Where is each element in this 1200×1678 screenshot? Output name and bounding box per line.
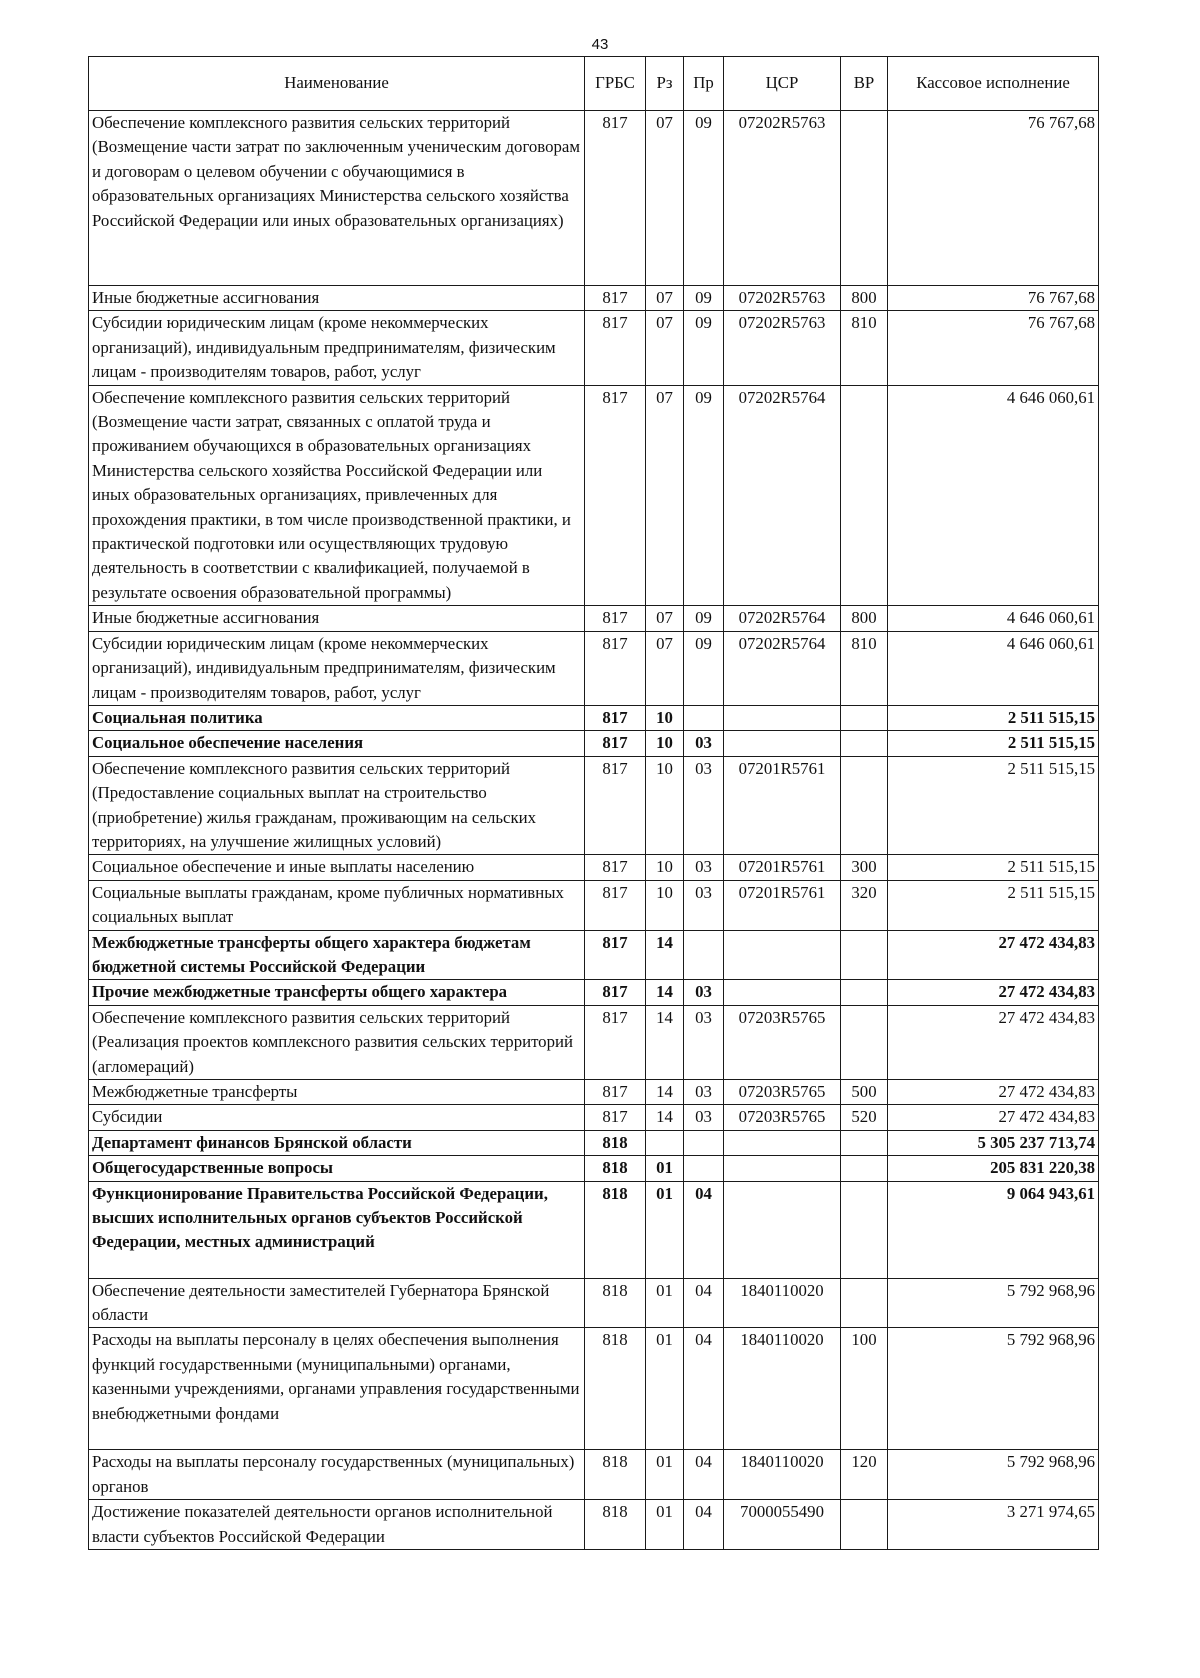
table-header-row [89,57,1099,111]
table-row [89,1181,1099,1278]
cell-vr [841,111,888,286]
cell-name: Обеспечение комплексного развития сельских территорий (Предоставление социальных выплат на строительство (приобретение) жилья гражданам, проживающим на сельских территориях, на улучшение жилищных условий) [89,756,585,855]
cell-rz: 01 [646,1500,684,1550]
cell-name: Функционирование Правительства Российской Федерации, высших исполнительных органов субъектов Российской Федерации, местных администраций [89,1181,585,1278]
cell-csr: 07203R5765 [724,1105,841,1130]
cell-grbs: 817 [585,980,646,1005]
cell-grbs: 818 [585,1328,646,1450]
cell-rz [646,1130,684,1155]
cell-grbs: 817 [585,880,646,930]
cell-grbs: 817 [585,1080,646,1105]
cell-rz: 07 [646,286,684,311]
cell-rz: 10 [646,731,684,756]
cell-amount: 2 511 515,15 [888,756,1099,855]
cell-rz: 14 [646,1005,684,1079]
cell-amount: 27 472 434,83 [888,930,1099,980]
cell-csr: 07202R5764 [724,385,841,606]
cell-pr: 04 [684,1278,724,1328]
cell-amount: 5 792 968,96 [888,1450,1099,1500]
cell-pr: 09 [684,311,724,385]
cell-name: Общегосударственные вопросы [89,1156,585,1181]
cell-csr: 07202R5763 [724,111,841,286]
table-row [89,1500,1099,1550]
cell-amount: 2 511 515,15 [888,731,1099,756]
table-row [89,705,1099,730]
cell-name: Социальные выплаты гражданам, кроме публичных нормативных социальных выплат [89,880,585,930]
table-row [89,1130,1099,1155]
cell-grbs: 817 [585,1105,646,1130]
cell-name: Межбюджетные трансферты общего характера бюджетам бюджетной системы Российской Федерации [89,930,585,980]
cell-csr [724,930,841,980]
cell-grbs: 817 [585,286,646,311]
cell-grbs: 818 [585,1450,646,1500]
cell-amount: 4 646 060,61 [888,606,1099,631]
cell-vr [841,1500,888,1550]
cell-pr: 09 [684,286,724,311]
cell-vr [841,930,888,980]
budget-execution-table [88,56,1099,1550]
cell-amount: 27 472 434,83 [888,1105,1099,1130]
cell-name: Обеспечение комплексного развития сельских территорий (Реализация проектов комплексного развития сельских территорий (агломераций) [89,1005,585,1079]
cell-rz: 01 [646,1328,684,1450]
cell-pr: 04 [684,1328,724,1450]
cell-pr: 09 [684,606,724,631]
table-row [89,631,1099,705]
table-row [89,1005,1099,1079]
table-row [89,1278,1099,1328]
cell-name: Социальная политика [89,705,585,730]
cell-vr: 120 [841,1450,888,1500]
cell-rz: 10 [646,756,684,855]
cell-pr: 03 [684,756,724,855]
header-vr: ВР [841,57,888,111]
cell-vr: 810 [841,311,888,385]
table-row [89,756,1099,855]
cell-name: Обеспечение комплексного развития сельских территорий (Возмещение части затрат по заключенным ученическим договорам и договорам о целевом обучении с обучающимися в образовательных организациях Министерства сельского хозяйства Российской Федерации или иных образовательных организациях) [89,111,585,286]
table-row [89,311,1099,385]
cell-csr [724,705,841,730]
cell-pr: 04 [684,1181,724,1278]
cell-name: Иные бюджетные ассигнования [89,286,585,311]
cell-pr: 09 [684,385,724,606]
cell-pr [684,705,724,730]
cell-vr [841,705,888,730]
cell-rz: 14 [646,980,684,1005]
cell-amount: 27 472 434,83 [888,1080,1099,1105]
table-row [89,731,1099,756]
table-row [89,980,1099,1005]
cell-vr [841,1005,888,1079]
cell-vr: 100 [841,1328,888,1450]
table-row [89,1156,1099,1181]
cell-csr [724,980,841,1005]
header-csr: ЦСР [724,57,841,111]
table-row [89,880,1099,930]
cell-grbs: 818 [585,1500,646,1550]
cell-csr: 07201R5761 [724,756,841,855]
cell-name: Обеспечение деятельности заместителей Губернатора Брянской области [89,1278,585,1328]
cell-csr: 1840110020 [724,1328,841,1450]
header-grbs: ГРБС [585,57,646,111]
table-row [89,385,1099,606]
table-row [89,855,1099,880]
cell-vr: 520 [841,1105,888,1130]
cell-rz: 01 [646,1181,684,1278]
cell-amount: 5 305 237 713,74 [888,1130,1099,1155]
header-pr: Пр [684,57,724,111]
cell-amount: 205 831 220,38 [888,1156,1099,1181]
cell-amount: 9 064 943,61 [888,1181,1099,1278]
cell-pr: 03 [684,1105,724,1130]
cell-amount: 2 511 515,15 [888,880,1099,930]
cell-vr [841,756,888,855]
cell-csr: 7000055490 [724,1500,841,1550]
table-row [89,286,1099,311]
cell-grbs: 817 [585,930,646,980]
cell-pr: 03 [684,731,724,756]
cell-amount: 2 511 515,15 [888,705,1099,730]
cell-vr: 320 [841,880,888,930]
cell-vr [841,1181,888,1278]
cell-vr: 300 [841,855,888,880]
cell-csr: 1840110020 [724,1450,841,1500]
cell-pr: 04 [684,1500,724,1550]
cell-pr: 03 [684,1080,724,1105]
table-row [89,1080,1099,1105]
cell-vr [841,385,888,606]
cell-name: Обеспечение комплексного развития сельских территорий (Возмещение части затрат, связанных с оплатой труда и проживанием обучающихся в образовательных организациях Министерства сельского хозяйства Российской Федерации или иных образовательных организациях, привлеченных для прохождения практики, в том числе производственной практики, и практической подготовки или осуществляющих трудовую деятельность в соответствии с квалификацией, получаемой в результате освоения образовательной программы) [89,385,585,606]
cell-csr [724,1156,841,1181]
cell-csr: 07202R5763 [724,311,841,385]
cell-grbs: 817 [585,631,646,705]
cell-amount: 5 792 968,96 [888,1278,1099,1328]
table-row [89,1105,1099,1130]
cell-grbs: 818 [585,1278,646,1328]
table-row [89,1450,1099,1500]
cell-csr [724,1130,841,1155]
cell-csr [724,731,841,756]
cell-csr: 07202R5764 [724,631,841,705]
cell-amount: 2 511 515,15 [888,855,1099,880]
cell-csr: 07203R5765 [724,1005,841,1079]
cell-rz: 01 [646,1156,684,1181]
cell-grbs: 817 [585,705,646,730]
page-number: 43 [591,36,609,53]
cell-rz: 10 [646,705,684,730]
cell-csr: 1840110020 [724,1278,841,1328]
cell-name: Межбюджетные трансферты [89,1080,585,1105]
cell-csr [724,1181,841,1278]
cell-rz: 07 [646,631,684,705]
table-row [89,606,1099,631]
cell-name: Прочие межбюджетные трансферты общего характера [89,980,585,1005]
cell-amount: 76 767,68 [888,311,1099,385]
cell-vr: 800 [841,286,888,311]
cell-vr [841,1130,888,1155]
cell-grbs: 817 [585,1005,646,1079]
cell-grbs: 817 [585,606,646,631]
cell-rz: 01 [646,1278,684,1328]
cell-vr [841,1156,888,1181]
cell-name: Департамент финансов Брянской области [89,1130,585,1155]
cell-grbs: 817 [585,111,646,286]
cell-vr [841,1278,888,1328]
header-rz: Рз [646,57,684,111]
cell-rz: 14 [646,930,684,980]
cell-grbs: 818 [585,1130,646,1155]
cell-amount: 5 792 968,96 [888,1328,1099,1450]
table-row [89,1328,1099,1450]
cell-pr [684,1156,724,1181]
cell-amount: 27 472 434,83 [888,980,1099,1005]
cell-name: Социальное обеспечение населения [89,731,585,756]
cell-grbs: 817 [585,311,646,385]
cell-grbs: 817 [585,731,646,756]
cell-amount: 4 646 060,61 [888,631,1099,705]
cell-rz: 01 [646,1450,684,1500]
cell-name: Расходы на выплаты персоналу в целях обеспечения выполнения функций государственными (муниципальными) органами, казенными учреждениями, органами управления государственными внебюджетными фондами [89,1328,585,1450]
cell-rz: 07 [646,311,684,385]
cell-vr [841,731,888,756]
cell-amount: 27 472 434,83 [888,1005,1099,1079]
cell-vr: 810 [841,631,888,705]
cell-rz: 07 [646,606,684,631]
cell-grbs: 818 [585,1156,646,1181]
cell-csr: 07203R5765 [724,1080,841,1105]
cell-name: Расходы на выплаты персоналу государственных (муниципальных) органов [89,1450,585,1500]
cell-pr: 03 [684,1005,724,1079]
cell-rz: 07 [646,385,684,606]
cell-grbs: 818 [585,1181,646,1278]
table-row [89,930,1099,980]
cell-grbs: 817 [585,756,646,855]
cell-name: Достижение показателей деятельности органов исполнительной власти субъектов Российской Федерации [89,1500,585,1550]
cell-name: Субсидии [89,1105,585,1130]
cell-rz: 14 [646,1080,684,1105]
cell-pr [684,1130,724,1155]
cell-csr: 07202R5763 [724,286,841,311]
cell-pr: 09 [684,631,724,705]
cell-pr: 03 [684,980,724,1005]
cell-grbs: 817 [585,385,646,606]
cell-rz: 10 [646,880,684,930]
cell-vr [841,980,888,1005]
cell-pr: 03 [684,880,724,930]
cell-csr: 07201R5761 [724,880,841,930]
cell-amount: 3 271 974,65 [888,1500,1099,1550]
cell-amount: 4 646 060,61 [888,385,1099,606]
cell-vr: 500 [841,1080,888,1105]
cell-pr: 03 [684,855,724,880]
cell-name: Иные бюджетные ассигнования [89,606,585,631]
cell-name: Субсидии юридическим лицам (кроме некоммерческих организаций), индивидуальным предпринимателям, физическим лицам - производителям товаров, работ, услуг [89,311,585,385]
cell-rz: 10 [646,855,684,880]
cell-name: Субсидии юридическим лицам (кроме некоммерческих организаций), индивидуальным предпринимателям, физическим лицам - производителям товаров, работ, услуг [89,631,585,705]
cell-csr: 07201R5761 [724,855,841,880]
cell-pr: 09 [684,111,724,286]
cell-rz: 14 [646,1105,684,1130]
cell-pr: 04 [684,1450,724,1500]
cell-amount: 76 767,68 [888,286,1099,311]
table-row [89,111,1099,286]
cell-pr [684,930,724,980]
cell-rz: 07 [646,111,684,286]
cell-vr: 800 [841,606,888,631]
cell-csr: 07202R5764 [724,606,841,631]
cell-amount: 76 767,68 [888,111,1099,286]
header-amount: Кассовое исполнение [888,57,1099,111]
cell-grbs: 817 [585,855,646,880]
header-name: Наименование [89,57,585,111]
cell-name: Социальное обеспечение и иные выплаты населению [89,855,585,880]
